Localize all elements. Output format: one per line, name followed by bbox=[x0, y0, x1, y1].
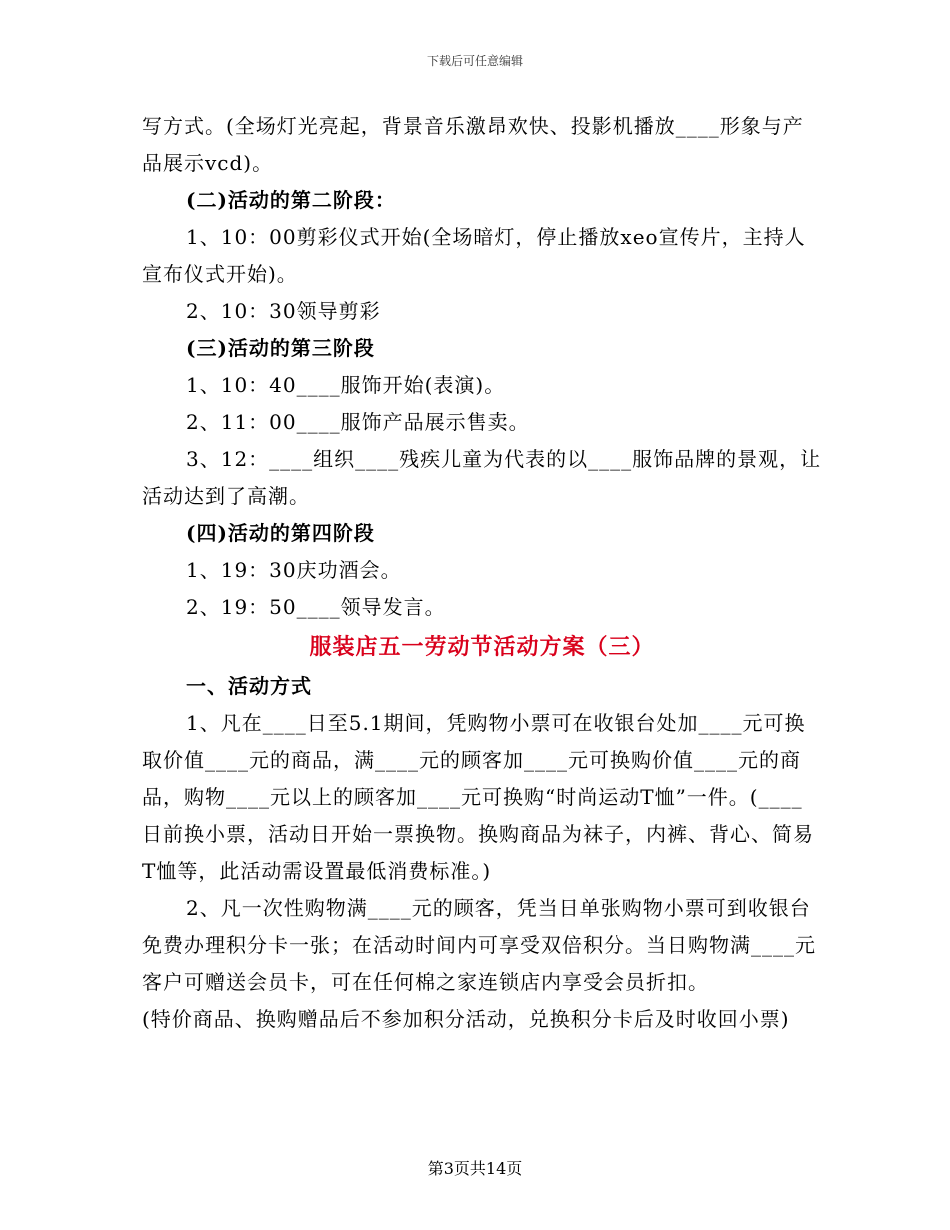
stage-three-heading: (三)活动的第三阶段 bbox=[186, 336, 375, 360]
paragraph-continued: 写方式。(全场灯光亮起，背景音乐激昂欢快、投影机播放____形象与产品展示vcd)。 bbox=[142, 114, 804, 175]
activity-method-item-1: 1、凡在____日至5.1期间，凭购物小票可在收银台处加____元可换取价值____元的商品，满____元的顾客加____元可换购价值____元的商品，购物____元以上的顾客加____元可换购“时尚运动T恤”一件。(____日前换小票，活动日开始一票换物。换购商品为袜子，内裤、背心、简易T恤等，此活动需设置最低消费标准。) bbox=[142, 711, 814, 883]
stage-three-item-2: 2、11：00____服饰产品展示售卖。 bbox=[186, 410, 530, 434]
page-header: 下载后可任意编辑 bbox=[426, 54, 523, 68]
activity-method-heading: 一、活动方式 bbox=[186, 674, 312, 698]
page-number: 第3页共14页 bbox=[427, 1159, 523, 1178]
document-body bbox=[142, 108, 822, 1038]
stage-three-item-1: 1、10：40____服饰开始(表演)。 bbox=[186, 373, 506, 397]
stage-two-heading: (二)活动的第二阶段： bbox=[186, 188, 396, 212]
stage-two-item-1: 1、10：00剪彩仪式开始(全场暗灯，停止播放xeo宣传片，主持人宣布仪式开始)。 bbox=[142, 225, 806, 286]
stage-four-item-2: 2、19：50____领导发言。 bbox=[186, 595, 446, 619]
activity-method-item-2: 2、凡一次性购物满____元的顾客，凭当日单张购物小票可到收银台免费办理积分卡一张；在活动时间内可享受双倍积分。当日购物满____元客户可赠送会员卡，可在任何棉之家连锁店内享受会员折扣。 bbox=[142, 896, 816, 994]
stage-four-item-1: 1、19：30庆功酒会。 bbox=[186, 558, 402, 582]
stage-four-heading: (四)活动的第四阶段 bbox=[186, 521, 375, 545]
activity-method-note: (特价商品、换购赠品后不参加积分活动，兑换积分卡后及时收回小票) bbox=[142, 1007, 790, 1031]
section-title: 服装店五一劳动节活动方案（三） bbox=[309, 634, 655, 660]
stage-three-item-3: 3、12：____组织____残疾儿童为代表的以____服饰品牌的景观，让活动达到了高潮。 bbox=[142, 447, 822, 508]
stage-two-item-2: 2、10：30领导剪彩 bbox=[186, 299, 381, 323]
